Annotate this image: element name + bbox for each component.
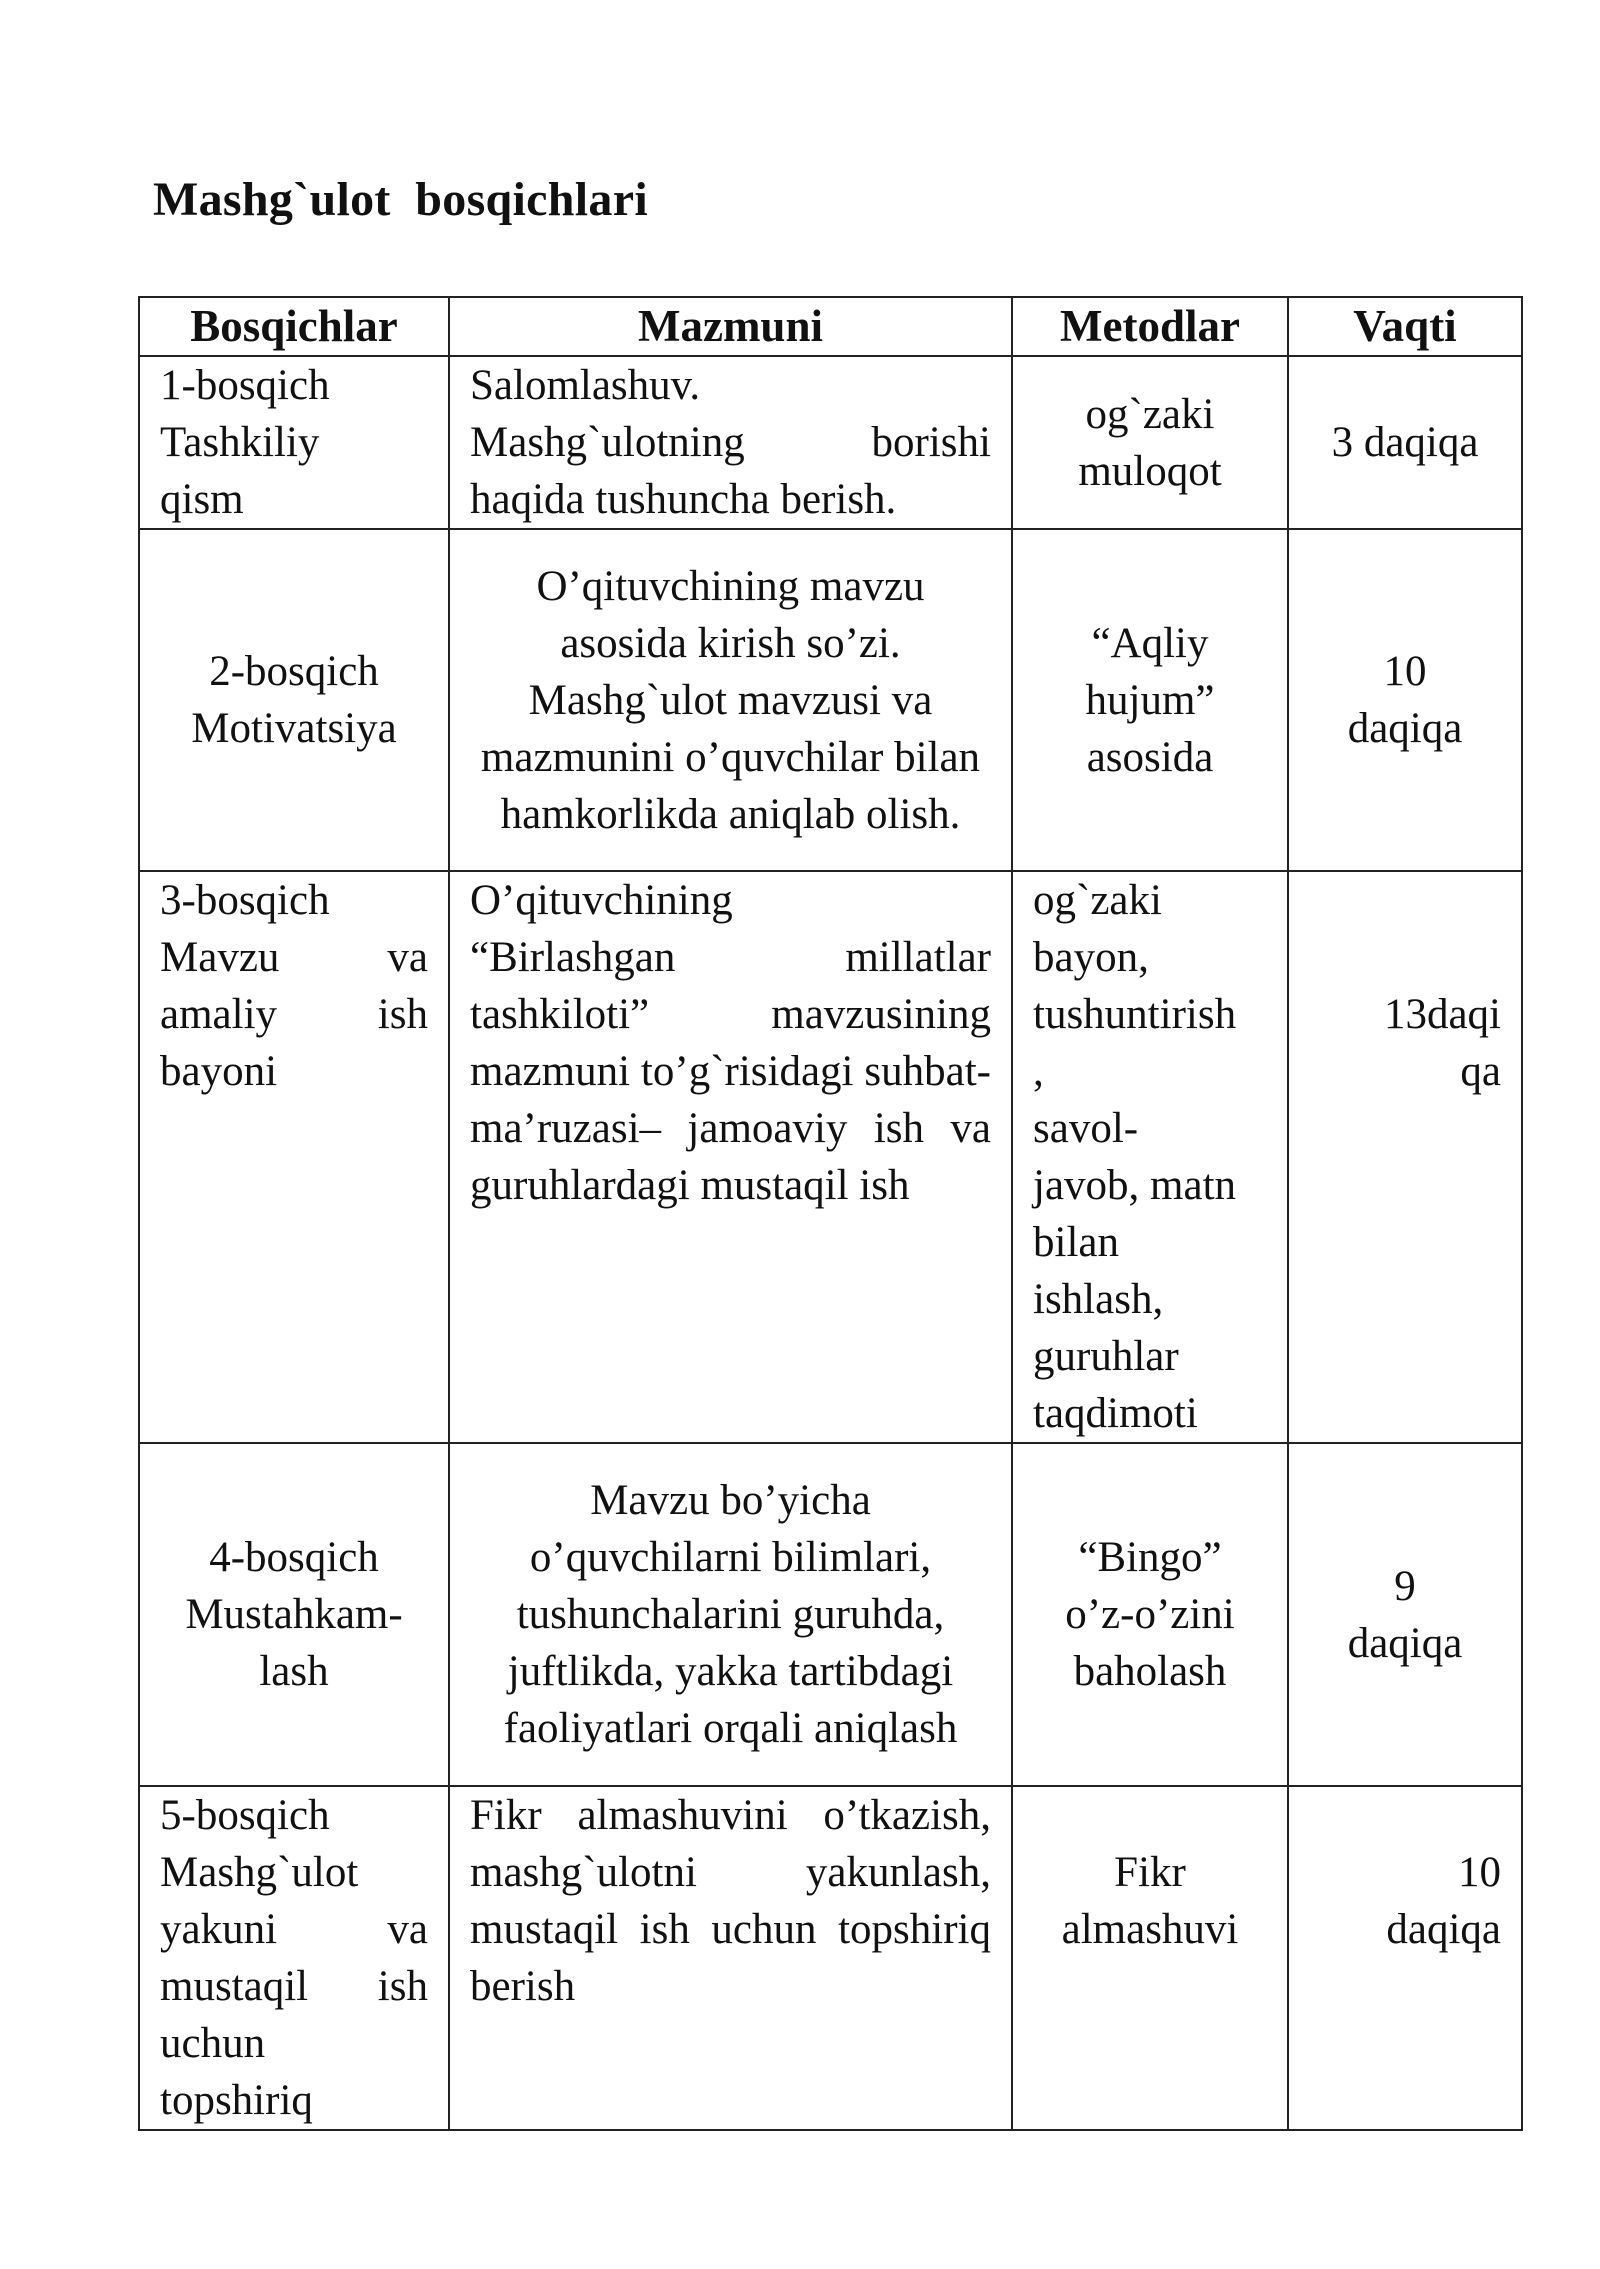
header-content: Mazmuni [449, 297, 1012, 356]
methods-cell: og`zaki bayon, tushuntirish , savol- javob, matn bilan ishlash, guruhlar taqdimoti [1012, 871, 1288, 1443]
content-cell: O’qituvchining “Birlashgan millatlar tashkiloti” mavzusining mazmuni to’g`risidagi suhbat-ma’ruzasi– jamoaviy ish va guruhlardagi mustaqil ish [449, 871, 1012, 1443]
stage-cell: 4-bosqich Mustahkam- lash [139, 1443, 449, 1786]
methods-cell: og`zaki muloqot [1012, 356, 1288, 529]
time-cell: 10 daqiqa [1288, 529, 1522, 871]
time-cell: 10 daqiqa [1288, 1786, 1522, 2130]
table-row [139, 1443, 1522, 1786]
stage-cell: 2-bosqich Motivatsiya [139, 529, 449, 871]
methods-cell: “Aqliy hujum” asosida [1012, 529, 1288, 871]
time-cell: 13daqi qa [1288, 871, 1522, 1443]
stage-cell: 3-bosqich Mavzu va amaliy ish bayoni [139, 871, 449, 1443]
content-cell: Mavzu bo’yicha o’quvchilarni bilimlari, tushunchalarini guruhda, juftlikda, yakka tartibdagi faoliyatlari orqali aniqlash [449, 1443, 1012, 1786]
table-header-row [139, 297, 1522, 356]
table-row [139, 1786, 1522, 2130]
table-row [139, 871, 1522, 1443]
header-stages: Bosqichlar [139, 297, 449, 356]
stage-cell: 5-bosqich Mashg`ulot yakuni va mustaqil ish uchun topshiriq [139, 1786, 449, 2130]
content-cell: Fikr almashuvini o’tkazish, mashg`ulotni yakunlash, mustaqil ish uchun topshiriq berish [449, 1786, 1012, 2130]
methods-cell: “Bingo” o’z-o’zini baholash [1012, 1443, 1288, 1786]
header-time: Vaqti [1288, 297, 1522, 356]
stage-cell: 1-bosqich Tashkiliy qism [139, 356, 449, 529]
time-cell: 3 daqiqa [1288, 356, 1522, 529]
lesson-stages-table [138, 296, 1523, 2131]
content-cell: Salomlashuv. Mashg`ulotning borishi haqida tushuncha berish. [449, 356, 1012, 529]
header-methods: Metodlar [1012, 297, 1288, 356]
table-row [139, 356, 1522, 529]
content-cell: O’qituvchining mavzu asosida kirish so’zi. Mashg`ulot mavzusi va mazmunini o’quvchilar bilan hamkorlikda aniqlab olish. [449, 529, 1012, 871]
time-cell: 9 daqiqa [1288, 1443, 1522, 1786]
table-row [139, 529, 1522, 871]
methods-cell: Fikr almashuvi [1012, 1786, 1288, 2130]
page-title: Mashg`ulot bosqichlari [153, 173, 648, 226]
